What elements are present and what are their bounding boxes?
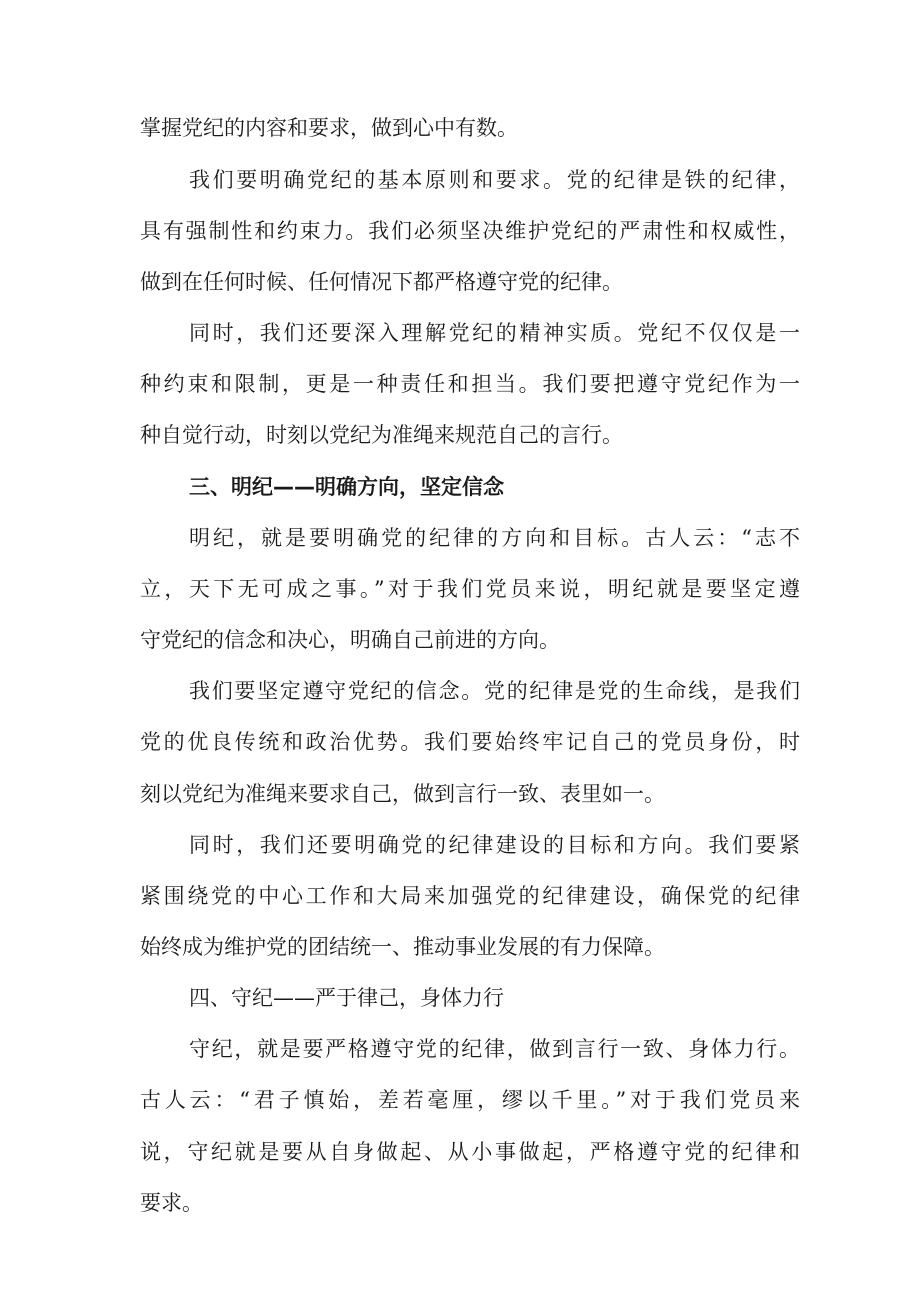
text-line: 说，守纪就是要从自身做起、从小事做起，严格遵守党的纪律和 bbox=[140, 1140, 800, 1164]
section-heading: 三、明纪——明确方向，坚定信念 bbox=[189, 475, 504, 499]
text-line: 刻以党纪为准绳来要求自己，做到言行一致、表里如一。 bbox=[140, 782, 665, 806]
text-line: 具有强制性和约束力。我们必须坚决维护党纪的严肃性和权威性， bbox=[140, 219, 800, 243]
paragraph-first-line: 我们要明确党纪的基本原则和要求。党的纪律是铁的纪律， bbox=[189, 168, 800, 192]
text-line: 紧围绕党的中心工作和大局来加强党的纪律建设，确保党的纪律 bbox=[140, 884, 800, 908]
paragraph-first-line: 同时，我们还要深入理解党纪的精神实质。党纪不仅仅是一 bbox=[189, 321, 800, 345]
text-line: 立，天下无可成之事。”对于我们党员来说，明纪就是要坚定遵 bbox=[140, 577, 800, 601]
paragraph-first-line: 同时，我们还要明确党的纪律建设的目标和方向。我们要紧 bbox=[189, 833, 800, 857]
text-line: 种自觉行动，时刻以党纪为准绳来规范自己的言行。 bbox=[140, 423, 623, 447]
text-line: 守党纪的信念和决心，明确自己前进的方向。 bbox=[140, 628, 560, 652]
text-line: 古人云：“君子慎始，差若毫厘，缪以千里。”对于我们党员来 bbox=[140, 1088, 800, 1112]
paragraph-first-line: 守纪，就是要严格遵守党的纪律，做到言行一致、身体力行。 bbox=[189, 1037, 800, 1061]
section-heading: 四、守纪——严于律己，身体力行 bbox=[189, 986, 504, 1010]
text-line: 种约束和限制，更是一种责任和担当。我们要把遵守党纪作为一 bbox=[140, 372, 800, 396]
paragraph-first-line: 我们要坚定遵守党纪的信念。党的纪律是党的生命线，是我们 bbox=[189, 679, 800, 703]
text-line: 始终成为维护党的团结统一、推动事业发展的有力保障。 bbox=[140, 935, 665, 959]
text-line: 掌握党纪的内容和要求，做到心中有数。 bbox=[140, 116, 518, 140]
text-line: 做到在任何时候、任何情况下都严格遵守党的纪律。 bbox=[140, 270, 623, 294]
text-line: 要求。 bbox=[140, 1191, 203, 1215]
paragraph-first-line: 明纪，就是要明确党的纪律的方向和目标。古人云：“志不 bbox=[189, 526, 800, 550]
text-line: 党的优良传统和政治优势。我们要始终牢记自己的党员身份，时 bbox=[140, 730, 800, 754]
